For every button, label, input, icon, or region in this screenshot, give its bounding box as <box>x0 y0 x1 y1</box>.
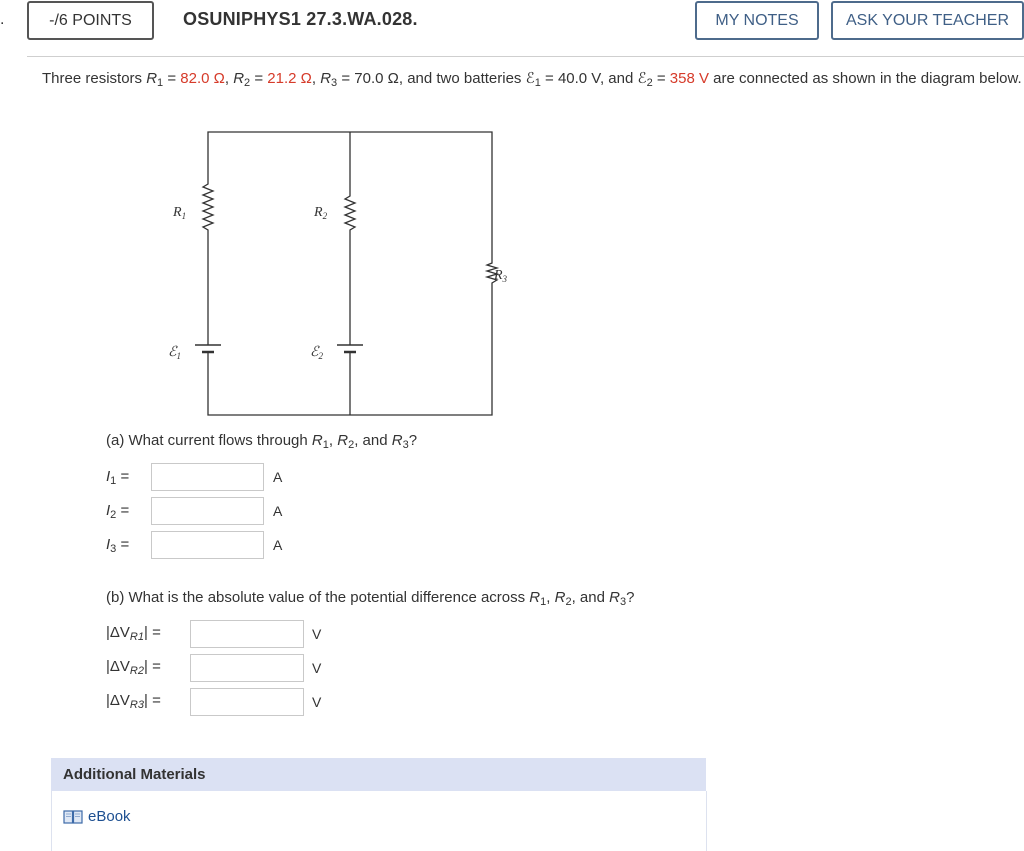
ebook-label[interactable]: eBook <box>88 808 131 825</box>
dvr2-label: $|\Delta V_{R2}|$ = <box>106 658 161 677</box>
dvr3-unit: V <box>312 694 322 710</box>
r1-label: $R_1$ <box>173 205 187 221</box>
divider <box>27 56 1024 57</box>
i1-label: $I_1$ = <box>106 468 130 487</box>
i3-label: $I_3$ = <box>106 536 130 555</box>
r3-label: $R_3$ <box>493 268 507 284</box>
points-badge: -/6 POINTS <box>27 1 154 40</box>
r1-value: 82.0 Ω <box>180 70 225 87</box>
dvr2-unit: V <box>312 660 322 676</box>
book-icon <box>63 809 83 825</box>
question-id: OSUNIPHYS1 27.3.WA.028. <box>183 9 418 29</box>
bullet: . <box>0 11 5 28</box>
r2-value: 21.2 Ω <box>267 70 312 87</box>
dvr3-label: $|\Delta V_{R3}|$ = <box>106 692 161 711</box>
dvr2-input[interactable] <box>190 654 304 682</box>
i1-unit: A <box>273 469 283 485</box>
i3-input[interactable] <box>151 531 264 559</box>
part-a-question: (a) What current flows through $R_1$, $R_2$, and $R_3$? <box>106 432 418 451</box>
r2-resistor <box>345 192 355 236</box>
e2-value: 358 V <box>669 70 709 87</box>
part-b-question: (b) What is the absolute value of the potential difference across $R_1$, $R_2$, and $R_3$? <box>106 589 635 608</box>
problem-statement: Three resistors $R_1 = 82.0$ Ω, $R_2 = 21.2$ Ω, $R_3 = 70.0$ Ω, and two batteries ℰ$_1$ = 40.0 V, and ℰ$_2$ = 358 V are connected as shown in the diagram below. <box>42 70 1022 89</box>
my-notes-button[interactable]: MY NOTES <box>695 1 819 40</box>
r3-value: 70.0 Ω <box>354 70 399 87</box>
ebook-link[interactable] <box>63 808 131 825</box>
i2-label: $I_2$ = <box>106 502 130 521</box>
e2-label: ℰ$_2$ <box>310 345 323 361</box>
additional-materials-title: Additional Materials <box>63 766 206 783</box>
ask-teacher-button[interactable]: ASK YOUR TEACHER <box>831 1 1024 40</box>
r1-resistor <box>203 178 213 234</box>
i2-unit: A <box>273 503 283 519</box>
e1-label: ℰ$_1$ <box>168 345 181 361</box>
i1-input[interactable] <box>151 463 264 491</box>
i3-unit: A <box>273 537 283 553</box>
e1-value: 40.0 V <box>557 70 600 87</box>
r2-label: $R_2$ <box>314 205 328 221</box>
i2-input[interactable] <box>151 497 264 525</box>
additional-materials-panel <box>51 791 707 851</box>
dvr1-unit: V <box>312 626 322 642</box>
dvr1-label: $|\Delta V_{R1}|$ = <box>106 624 161 643</box>
dvr3-input[interactable] <box>190 688 304 716</box>
dvr1-input[interactable] <box>190 620 304 648</box>
circuit-diagram <box>150 124 510 424</box>
